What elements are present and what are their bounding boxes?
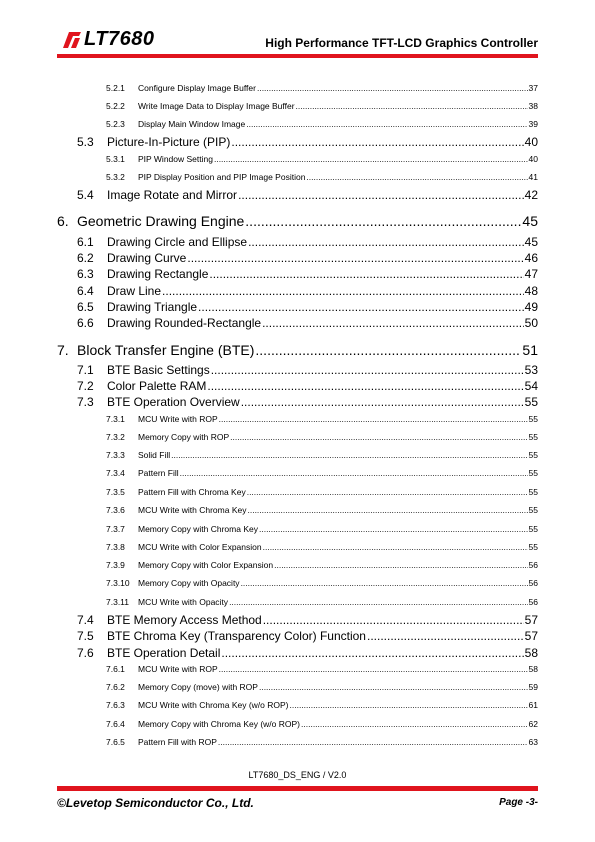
toc-entry-number: 7.3.7 xyxy=(106,524,125,534)
toc-entry-title: Pattern Fill with ROP xyxy=(138,737,217,747)
toc-leader-dots xyxy=(219,414,528,424)
toc-entry[interactable] xyxy=(57,342,538,358)
toc-entry-page: 37 xyxy=(528,83,538,93)
toc-entry-page: 51 xyxy=(522,342,538,358)
toc-entry-title: Geometric Drawing Engine xyxy=(77,213,245,229)
toc-entry[interactable] xyxy=(106,432,538,442)
toc-entry-title: MCU Write with Chroma Key xyxy=(138,505,247,515)
toc-entry-page: 62 xyxy=(528,719,538,729)
toc-entry-page: 59 xyxy=(528,682,538,692)
toc-leader-dots xyxy=(248,235,524,249)
toc-entry-title: Draw Line xyxy=(107,284,162,298)
toc-leader-dots xyxy=(231,135,523,149)
toc-entry-page: 55 xyxy=(528,432,538,442)
toc-entry-number: 7.6.3 xyxy=(106,700,125,710)
toc-leader-dots xyxy=(219,664,528,674)
toc-entry-title: Color Palette RAM xyxy=(107,379,207,393)
company-name: ©Levetop Semiconductor Co., Ltd. xyxy=(57,796,254,810)
toc-entry-page: 57 xyxy=(524,613,538,627)
document-code: LT7680_DS_ENG / V2.0 xyxy=(248,770,347,780)
toc-entry-title: Memory Copy with Opacity xyxy=(138,578,240,588)
toc-entry[interactable] xyxy=(106,542,538,552)
toc-entry-number: 7.3.11 xyxy=(106,597,130,607)
toc-leader-dots xyxy=(247,505,527,515)
toc-entry[interactable] xyxy=(106,737,538,747)
toc-leader-dots xyxy=(229,597,527,607)
toc-entry-title: Write Image Data to Display Image Buffer xyxy=(138,101,295,111)
toc-entry-number: 7. xyxy=(57,342,69,358)
toc-entry-page: 55 xyxy=(524,395,538,409)
toc-entry[interactable] xyxy=(106,505,538,515)
toc-entry-title: BTE Chroma Key (Transparency Color) Function xyxy=(107,629,366,643)
toc-entry-page: 38 xyxy=(528,101,538,111)
toc-entry-number: 7.4 xyxy=(77,613,94,627)
footer-divider xyxy=(57,786,538,791)
toc-leader-dots xyxy=(221,646,523,660)
toc-entry-page: 50 xyxy=(524,316,538,330)
toc-entry[interactable] xyxy=(106,119,538,129)
toc-entry-page: 55 xyxy=(528,487,538,497)
toc-entry[interactable] xyxy=(106,560,538,570)
toc-entry-number: 7.3.1 xyxy=(106,414,125,424)
toc-leader-dots xyxy=(230,432,527,442)
toc-entry[interactable] xyxy=(106,450,538,460)
toc-entry-page: 58 xyxy=(524,646,538,660)
toc-entry-number: 7.6.5 xyxy=(106,737,125,747)
toc-entry-title: Drawing Rectangle xyxy=(107,267,209,281)
toc-entry[interactable] xyxy=(57,213,538,229)
toc-entry[interactable] xyxy=(106,154,538,164)
toc-leader-dots xyxy=(245,213,521,229)
toc-entry-title: BTE Memory Access Method xyxy=(107,613,262,627)
toc-entry-title: PIP Display Position and PIP Image Position xyxy=(138,172,306,182)
toc-entry-page: 56 xyxy=(528,578,538,588)
toc-entry-title: MCU Write with Opacity xyxy=(138,597,229,607)
toc-leader-dots xyxy=(187,251,523,265)
toc-leader-dots xyxy=(241,395,524,409)
toc-leader-dots xyxy=(259,524,528,534)
toc-leader-dots xyxy=(241,578,528,588)
toc-entry[interactable] xyxy=(77,316,538,330)
toc-entry-title: Memory Copy with Chroma Key xyxy=(138,524,258,534)
toc-entry-page: 39 xyxy=(528,119,538,129)
toc-leader-dots xyxy=(209,267,523,281)
toc-entry-title: Drawing Rounded-Rectangle xyxy=(107,316,262,330)
toc-leader-dots xyxy=(263,542,528,552)
toc-entry-page: 49 xyxy=(524,300,538,314)
toc-entry-number: 7.3.6 xyxy=(106,505,125,515)
toc-entry-title: Pattern Fill xyxy=(138,468,179,478)
toc-entry-page: 57 xyxy=(524,629,538,643)
toc-leader-dots xyxy=(246,119,527,129)
toc-entry[interactable] xyxy=(77,395,538,409)
toc-leader-dots xyxy=(257,83,528,93)
toc-entry-number: 7.3.3 xyxy=(106,450,125,460)
toc-entry-title: Drawing Curve xyxy=(107,251,187,265)
toc-entry-title: Drawing Circle and Ellipse xyxy=(107,235,248,249)
toc-entry-number: 6.6 xyxy=(77,316,94,330)
toc-entry[interactable] xyxy=(106,664,538,674)
toc-entry-page: 55 xyxy=(528,468,538,478)
toc-leader-dots xyxy=(255,342,521,358)
toc-leader-dots xyxy=(259,682,528,692)
toc-entry-number: 7.6 xyxy=(77,646,94,660)
toc-leader-dots xyxy=(207,379,523,393)
toc-entry-number: 7.6.1 xyxy=(106,664,125,674)
toc-leader-dots xyxy=(218,737,528,747)
toc-entry-title: BTE Operation Detail xyxy=(107,646,221,660)
toc-entry-page: 55 xyxy=(528,542,538,552)
toc-entry[interactable] xyxy=(77,363,538,377)
toc-leader-dots xyxy=(301,719,528,729)
toc-entry-number: 5.4 xyxy=(77,188,94,202)
toc-entry-page: 55 xyxy=(528,414,538,424)
toc-entry-page: 47 xyxy=(524,267,538,281)
toc-leader-dots xyxy=(306,172,527,182)
toc-entry-number: 7.3 xyxy=(77,395,94,409)
page-number: Page -3- xyxy=(499,797,538,808)
toc-entry[interactable] xyxy=(106,83,538,93)
toc-entry-page: 40 xyxy=(524,135,538,149)
logo-text: LT7680 xyxy=(84,28,155,50)
toc-entry-number: 6. xyxy=(57,213,69,229)
toc-entry[interactable] xyxy=(106,468,538,478)
toc-entry-number: 7.3.9 xyxy=(106,560,125,570)
toc-entry-number: 7.3.8 xyxy=(106,542,125,552)
toc-entry[interactable] xyxy=(106,682,538,692)
toc-entry-number: 7.5 xyxy=(77,629,94,643)
toc-entry-page: 55 xyxy=(528,450,538,460)
toc-entry[interactable] xyxy=(77,267,538,281)
toc-entry-number: 7.3.2 xyxy=(106,432,125,442)
toc-leader-dots xyxy=(238,188,524,202)
toc-entry[interactable] xyxy=(106,101,538,111)
toc-entry-number: 7.3.5 xyxy=(106,487,125,497)
toc-entry-title: Configure Display Image Buffer xyxy=(138,83,256,93)
toc-entry-page: 42 xyxy=(524,188,538,202)
toc-leader-dots xyxy=(296,101,528,111)
toc-entry-title: BTE Basic Settings xyxy=(107,363,210,377)
toc-entry[interactable] xyxy=(106,487,538,497)
toc-entry-title: MCU Write with ROP xyxy=(138,664,218,674)
toc-leader-dots xyxy=(367,629,524,643)
toc-leader-dots xyxy=(214,154,528,164)
toc-entry-title: Memory Copy with ROP xyxy=(138,432,230,442)
toc-entry-page: 53 xyxy=(524,363,538,377)
toc-entry-number: 5.3.2 xyxy=(106,172,125,182)
toc-entry-number: 5.2.3 xyxy=(106,119,125,129)
toc-entry-title: Picture-In-Picture (PIP) xyxy=(107,135,231,149)
toc-entry[interactable] xyxy=(106,172,538,182)
toc-entry[interactable] xyxy=(106,719,538,729)
toc-leader-dots xyxy=(180,468,528,478)
toc-entry-number: 6.4 xyxy=(77,284,94,298)
toc-entry-number: 6.5 xyxy=(77,300,94,314)
toc-entry-number: 5.2.2 xyxy=(106,101,125,111)
toc-entry-number: 7.2 xyxy=(77,379,94,393)
toc-entry[interactable] xyxy=(106,597,538,607)
toc-entry-page: 45 xyxy=(524,235,538,249)
toc-entry[interactable] xyxy=(77,613,538,627)
toc-leader-dots xyxy=(198,300,524,314)
toc-entry-page: 40 xyxy=(528,154,538,164)
toc-leader-dots xyxy=(263,613,524,627)
toc-entry-page: 46 xyxy=(524,251,538,265)
toc-entry-title: BTE Operation Overview xyxy=(107,395,240,409)
toc-entry-number: 6.2 xyxy=(77,251,94,265)
toc-entry-title: Memory Copy (move) with ROP xyxy=(138,682,258,692)
toc-entry-page: 56 xyxy=(528,597,538,607)
toc-leader-dots xyxy=(274,560,527,570)
toc-entry-number: 7.1 xyxy=(77,363,94,377)
toc-entry[interactable] xyxy=(106,578,538,588)
toc-entry-number: 7.3.10 xyxy=(106,578,130,588)
toc-entry-title: MCU Write with Color Expansion xyxy=(138,542,262,552)
toc-entry-page: 56 xyxy=(528,560,538,570)
toc-entry-number: 7.6.4 xyxy=(106,719,125,729)
toc-entry-title: Image Rotate and Mirror xyxy=(107,188,238,202)
toc-entry[interactable] xyxy=(106,524,538,534)
toc-leader-dots xyxy=(262,316,524,330)
toc-entry-title: Block Transfer Engine (BTE) xyxy=(77,342,255,358)
toc-entry[interactable] xyxy=(77,629,538,643)
toc-entry[interactable] xyxy=(77,135,538,149)
toc-entry-page: 61 xyxy=(528,700,538,710)
toc-entry[interactable] xyxy=(77,300,538,314)
toc-entry-number: 7.6.2 xyxy=(106,682,125,692)
toc-entry[interactable] xyxy=(77,235,538,249)
toc-entry-title: Pattern Fill with Chroma Key xyxy=(138,487,246,497)
toc-entry-page: 55 xyxy=(528,505,538,515)
toc-entry-number: 6.3 xyxy=(77,267,94,281)
toc-entry-title: Display Main Window Image xyxy=(138,119,246,129)
toc-entry-page: 48 xyxy=(524,284,538,298)
toc-entry[interactable] xyxy=(77,284,538,298)
toc-entry-title: Memory Copy with Chroma Key (w/o ROP) xyxy=(138,719,301,729)
toc-entry[interactable] xyxy=(77,251,538,265)
header-title: High Performance TFT-LCD Graphics Controller xyxy=(265,36,538,50)
toc-entry-page: 41 xyxy=(528,172,538,182)
toc-entry[interactable] xyxy=(106,700,538,710)
toc-entry-title: PIP Window Setting xyxy=(138,154,213,164)
toc-entry[interactable] xyxy=(77,646,538,660)
toc-entry[interactable] xyxy=(77,379,538,393)
toc-leader-dots xyxy=(171,450,527,460)
toc-entry-page: 45 xyxy=(522,213,538,229)
toc-entry-page: 63 xyxy=(528,737,538,747)
toc-entry[interactable] xyxy=(106,414,538,424)
toc-leader-dots xyxy=(290,700,528,710)
toc-leader-dots xyxy=(211,363,524,377)
toc-entry-page: 58 xyxy=(528,664,538,674)
toc-entry-page: 55 xyxy=(528,524,538,534)
toc-entry-number: 5.2.1 xyxy=(106,83,125,93)
toc-entry-number: 7.3.4 xyxy=(106,468,125,478)
toc-entry-title: MCU Write with ROP xyxy=(138,414,218,424)
toc-entry-title: Drawing Triangle xyxy=(107,300,198,314)
toc-entry-title: Memory Copy with Color Expansion xyxy=(138,560,274,570)
toc-leader-dots xyxy=(162,284,524,298)
toc-entry-number: 6.1 xyxy=(77,235,94,249)
toc-entry[interactable] xyxy=(77,188,538,202)
toc-entry-title: Solid Fill xyxy=(138,450,171,460)
toc-entry-title: MCU Write with Chroma Key (w/o ROP) xyxy=(138,700,289,710)
toc-leader-dots xyxy=(247,487,528,497)
toc-entry-number: 5.3.1 xyxy=(106,154,125,164)
toc-entry-number: 5.3 xyxy=(77,135,94,149)
toc-entry-page: 54 xyxy=(524,379,538,393)
